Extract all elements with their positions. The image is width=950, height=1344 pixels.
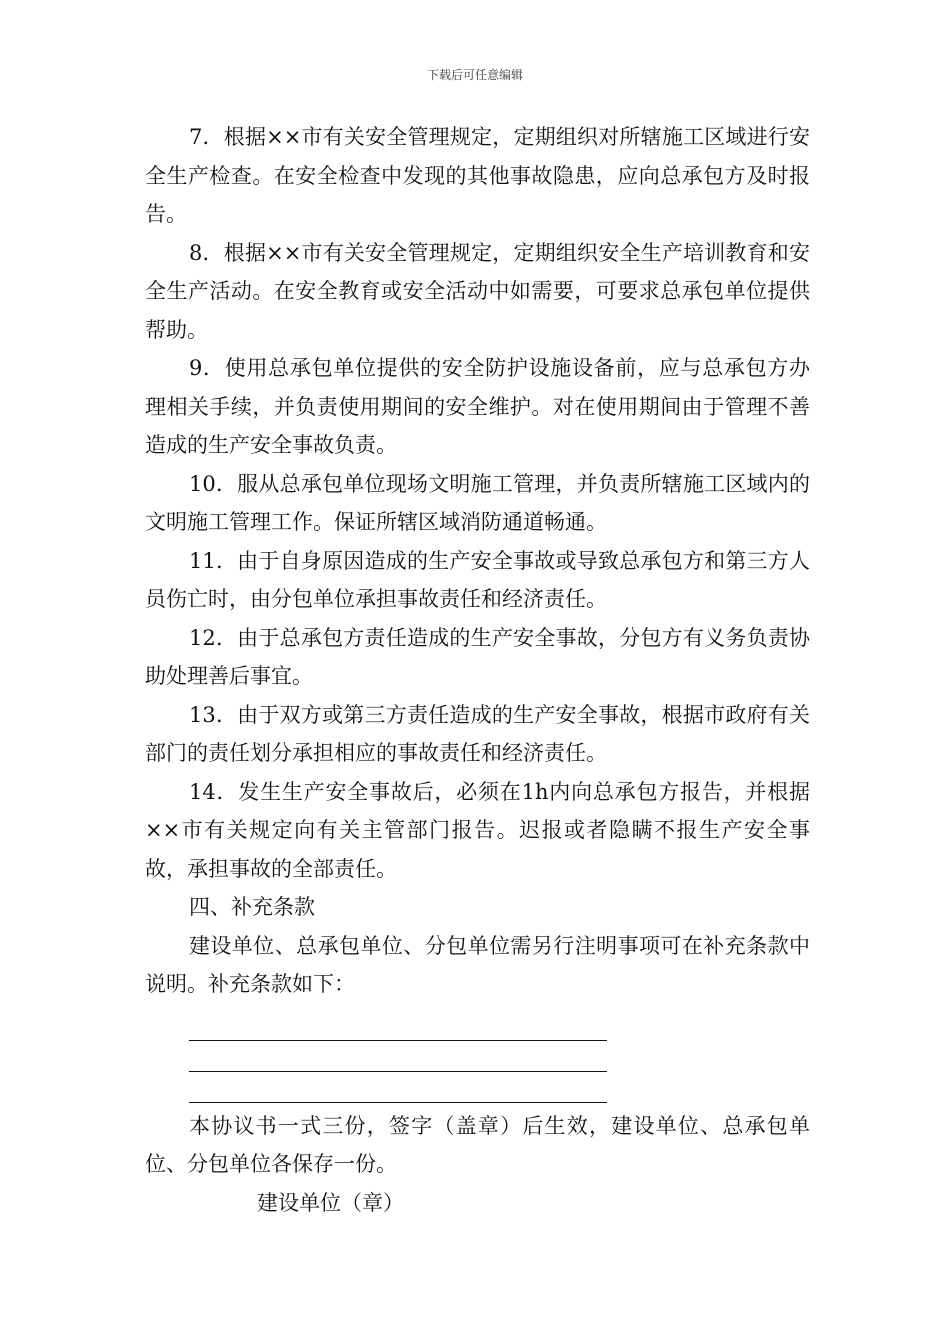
- signature-label: 建设单位（章）: [257, 1190, 404, 1215]
- clause-11: 11．由于自身原因造成的生产安全事故或导致总承包方和第三方人员伤亡时，由分包单位承担事故责任和经济责任。: [145, 548, 810, 611]
- clause-9: 9．使用总承包单位提供的安全防护设施设备前，应与总承包方办理相关手续，并负责使用期间的安全维护。对在使用期间由于管理不善造成的生产安全事故负责。: [145, 356, 810, 457]
- document-body: [145, 118, 810, 1222]
- blank-line: [189, 1072, 607, 1103]
- supplement-blank-lines: [189, 1010, 810, 1103]
- section-heading: 四、补充条款: [189, 895, 315, 919]
- clause-13: 13．由于双方或第三方责任造成的生产安全事故，根据市政府有关部门的责任划分承担相应的事故责任和经济责任。: [145, 702, 810, 765]
- clause-7: 7．根据××市有关安全管理规定，定期组织对所辖施工区域进行安全生产检查。在安全检查中发现的其他事故隐患，应向总承包方及时报告。: [145, 125, 810, 226]
- blank-line: [189, 1041, 607, 1072]
- clause-12: 12．由于总承包方责任造成的生产安全事故，分包方有义务负责协助处理善后事宜。: [145, 625, 810, 688]
- blank-line: [189, 1010, 607, 1041]
- clause-14: 14．发生生产安全事故后，必须在1h内向总承包方报告，并根据××市有关规定向有关主管部门报告。迟报或者隐瞒不报生产安全事故，承担事故的全部责任。: [145, 779, 810, 881]
- supplement-intro: 建设单位、总承包单位、分包单位需另行注明事项可在补充条款中说明。补充条款如下：: [145, 933, 810, 996]
- clause-10: 10．服从总承包单位现场文明施工管理，并负责所辖施工区域内的文明施工管理工作。保证所辖区域消防通道畅通。: [145, 471, 810, 534]
- header-note: 下载后可任意编辑: [426, 68, 523, 82]
- clause-8: 8．根据××市有关安全管理规定，定期组织安全生产培训教育和安全生产活动。在安全教育或安全活动中如需要，可要求总承包单位提供帮助。: [145, 240, 810, 342]
- closing-paragraph: 本协议书一式三份，签字（盖章）后生效，建设单位、总承包单位、分包单位各保存一份。: [145, 1113, 810, 1176]
